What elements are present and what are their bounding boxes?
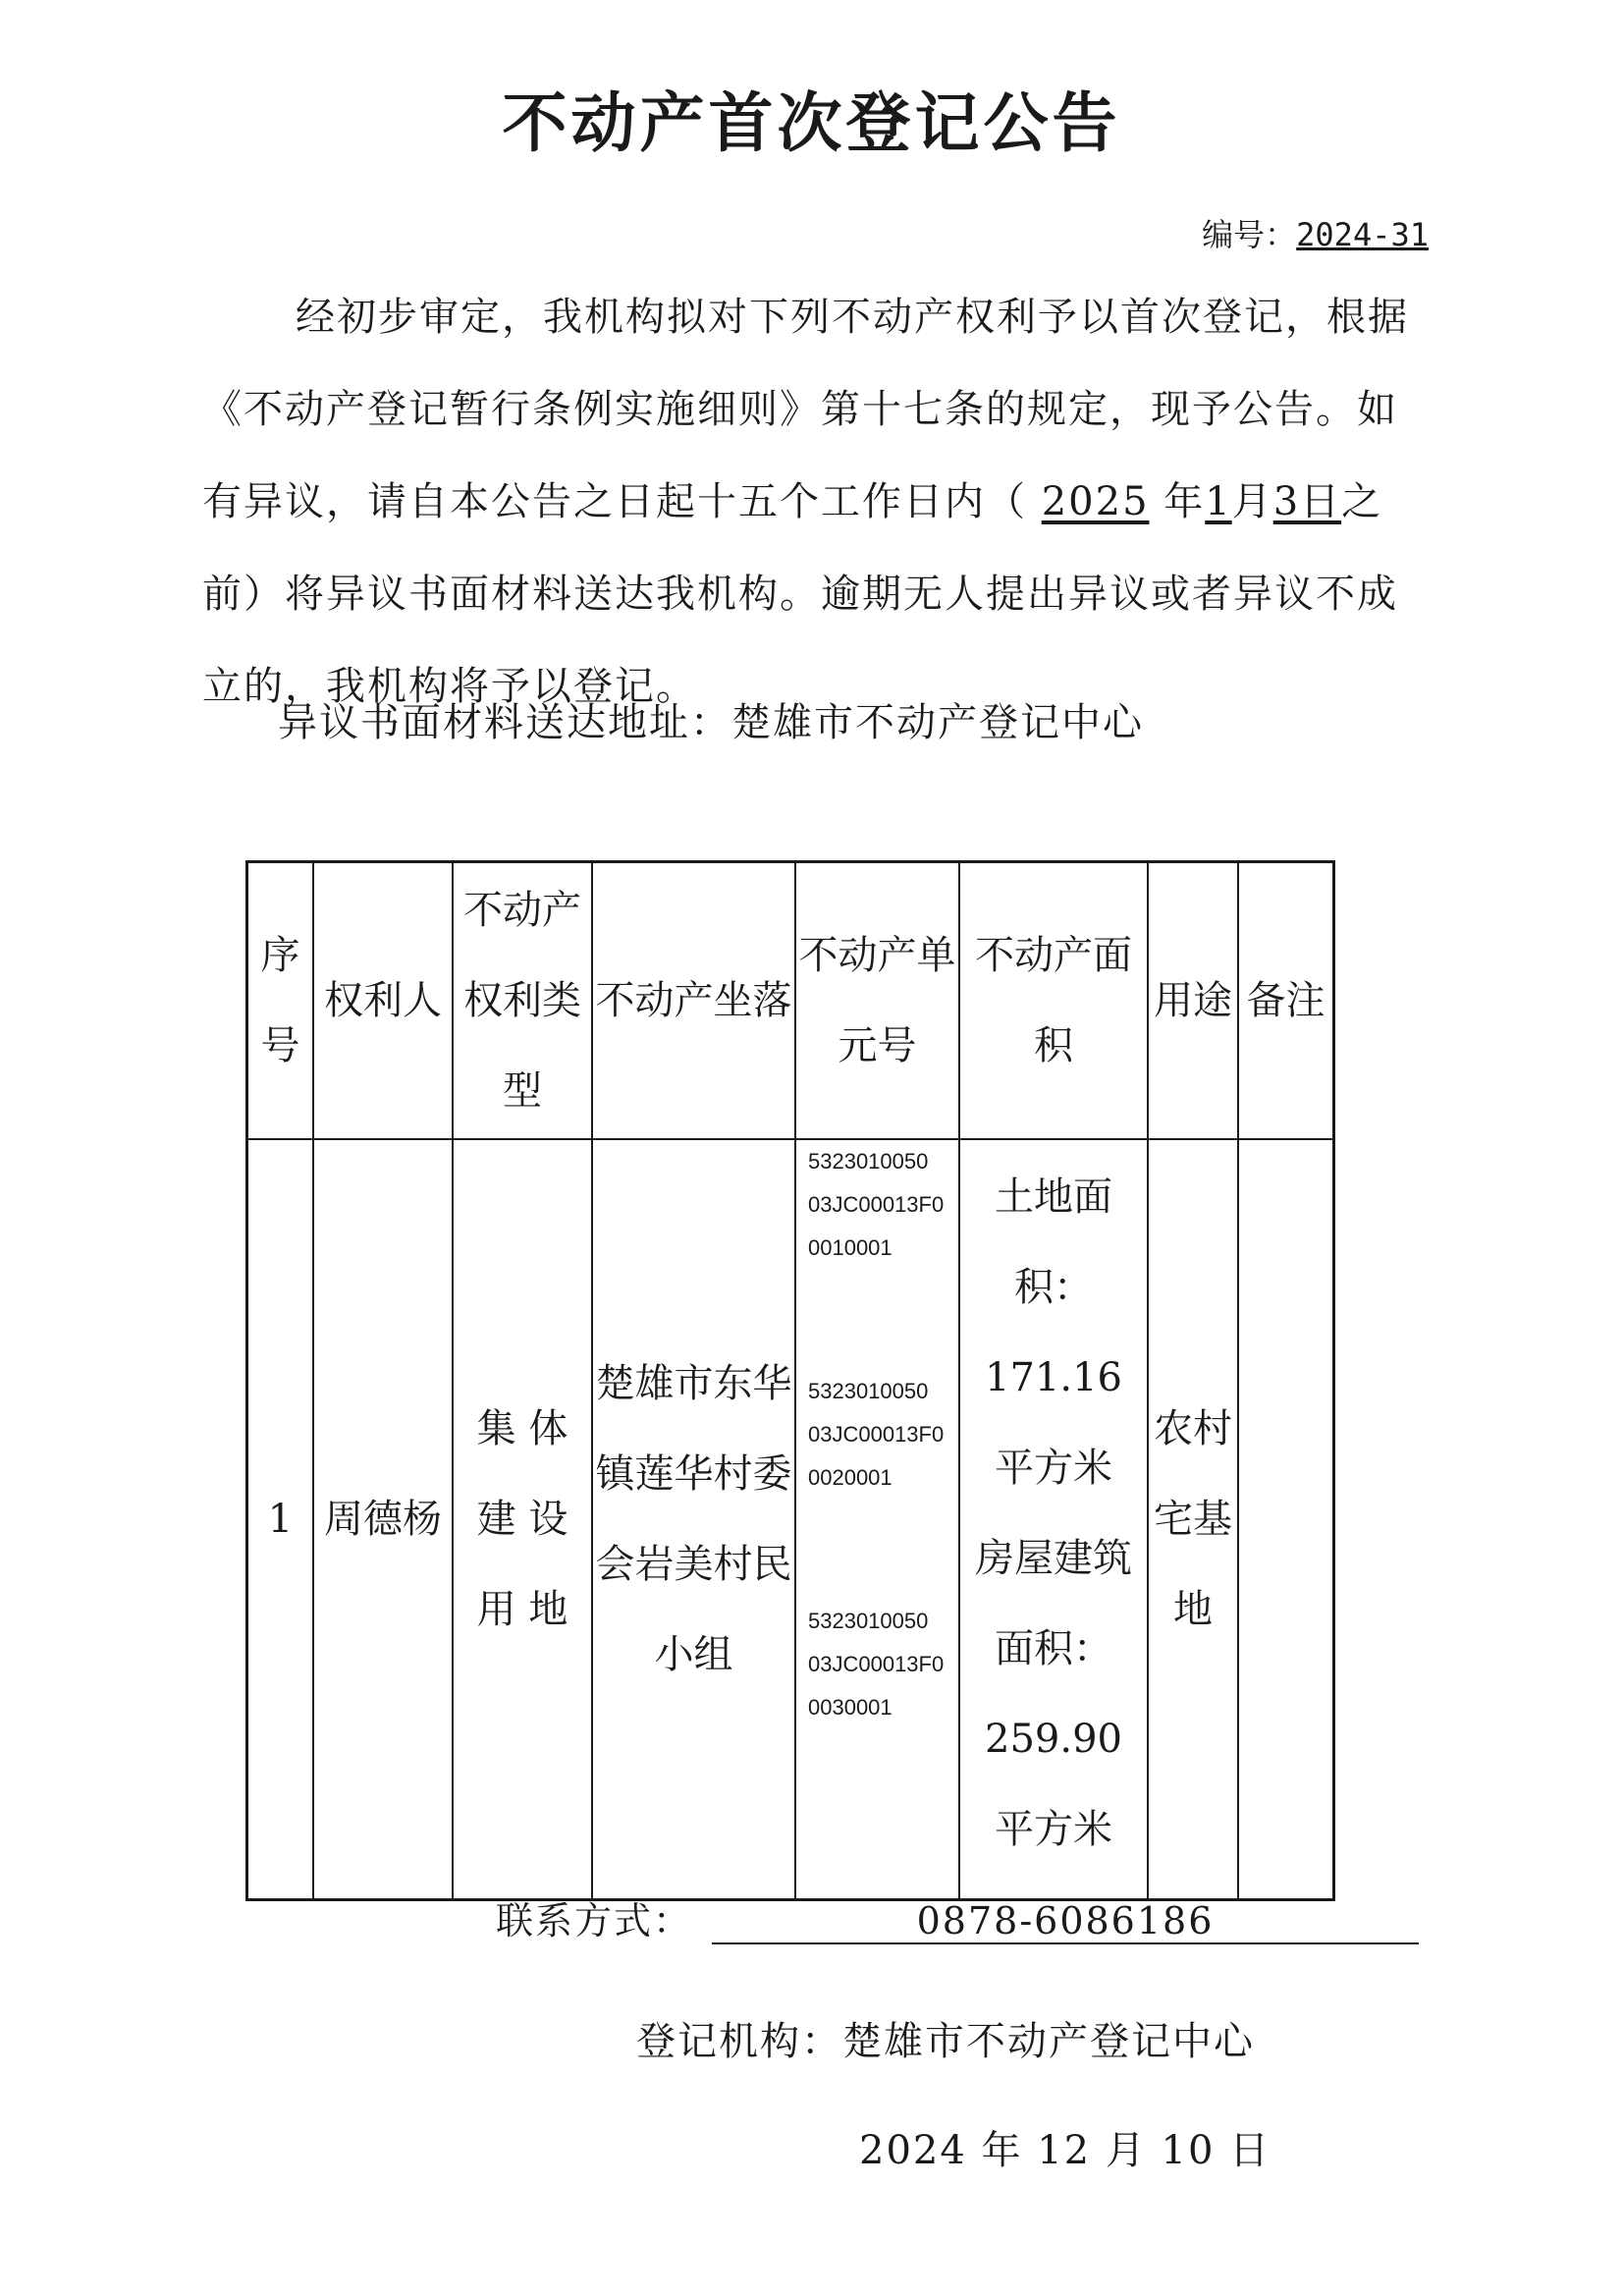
cell-seq: 1	[247, 1139, 314, 1900]
deadline-day: 3日	[1272, 479, 1342, 524]
unit-number-1: 5323010050 03JC00013F0 0010001	[808, 1149, 945, 1260]
unit-number-3: 5323010050 03JC00013F0 0030001	[808, 1609, 945, 1720]
header-usage: 用途	[1148, 862, 1238, 1140]
deadline-month-suffix: 月	[1231, 479, 1273, 524]
building-area-unit: 平方米	[995, 1807, 1112, 1852]
land-area-value: 171.16	[985, 1355, 1122, 1400]
paragraph-part1: 经初步审定，我机构拟对下列不动产权利予以首次登记，根据《不动产登记暂行条例实施细则》第十七条的规定，现予公告。如有异议，请自本公告之日起十五个工作日内（	[202, 295, 1409, 524]
notice-date: 2024 年 12 月 10 日	[859, 2128, 1271, 2173]
land-area-unit: 平方米	[995, 1446, 1112, 1491]
deadline-month: 1	[1205, 479, 1232, 524]
table-header-row	[247, 862, 1334, 1140]
cell-usage: 农村宅基地	[1148, 1139, 1238, 1900]
deadline-year-suffix: 年	[1149, 479, 1206, 524]
building-area-value: 259.90	[985, 1717, 1122, 1762]
notice-paragraph	[202, 271, 1434, 733]
deadline-year: 2025	[1041, 479, 1150, 524]
land-area-label: 土地面积：	[995, 1175, 1112, 1310]
registration-table	[245, 860, 1335, 1901]
contact	[496, 1890, 1419, 1944]
header-right-type: 不动产权利类型	[453, 862, 592, 1140]
cell-unit-numbers	[795, 1139, 959, 1900]
registration-agency: 登记机构：楚雄市不动产登记中心	[636, 2019, 1255, 2064]
cell-area	[959, 1139, 1148, 1900]
building-area-label: 房屋建筑面积：	[975, 1536, 1132, 1671]
cell-right-type: 集 体 建 设 用 地	[453, 1139, 592, 1900]
contact-label: 联系方式：	[496, 1899, 693, 1942]
table-row	[247, 1139, 1334, 1900]
document-number-value: 2024-31	[1296, 216, 1429, 253]
header-owner: 权利人	[313, 862, 453, 1140]
contact-phone: 0878-6086186	[712, 1899, 1419, 1944]
header-remark: 备注	[1238, 862, 1334, 1140]
unit-number-2: 5323010050 03JC00013F0 0020001	[808, 1379, 945, 1490]
document-number	[1202, 210, 1429, 255]
paragraph-part2: 之前）将异议书面材料送达我机构。逾期无人提出异议或者异议不成立的，我机构将予以登记。	[202, 479, 1398, 709]
cell-remark	[1238, 1139, 1334, 1900]
header-location: 不动产坐落	[592, 862, 795, 1140]
header-area: 不动产面积	[959, 862, 1148, 1140]
objection-address: 异议书面材料送达地址：楚雄市不动产登记中心	[278, 700, 1144, 745]
document-number-label: 编号：	[1202, 216, 1297, 253]
header-seq: 序号	[247, 862, 314, 1140]
cell-location: 楚雄市东华镇莲华村委会岩美村民小组	[592, 1139, 795, 1900]
cell-owner: 周德杨	[313, 1139, 453, 1900]
header-unit-no: 不动产单元号	[795, 862, 959, 1140]
page-title: 不动产首次登记公告	[502, 84, 1121, 161]
